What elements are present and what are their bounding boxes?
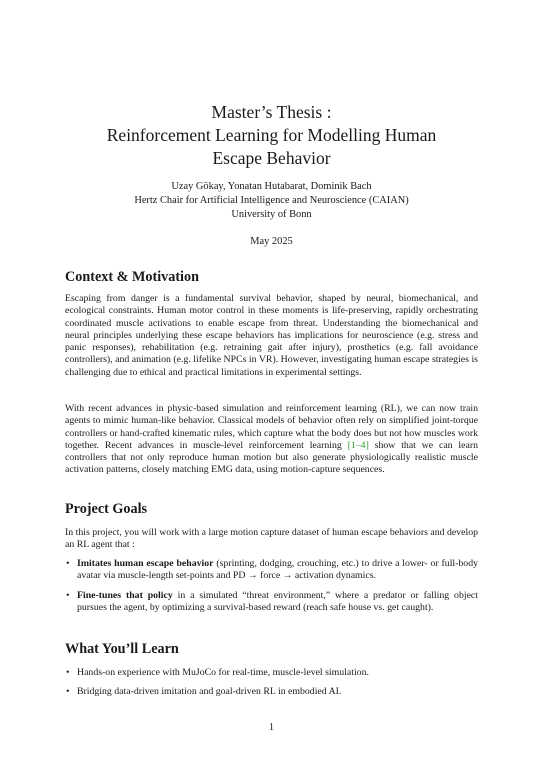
list-item (65, 667, 478, 679)
page-number: 1 (269, 722, 274, 733)
context-paragraph-1: Escaping from danger is a fundamental survival behavior, shaped by neural, biomechanical, and ecological constraints. Human motor control in these moments is life-preserving, rapidly orchestrating coordinated muscle activations to enable escape from threat. Understanding the biomechanical and neural principles underlying these escape behaviors has implications for neuroscience (e.g. stress and panic responses), rehabilitation (e.g. retraining gait after injury), prosthetics (e.g. fall avoidance controllers), and animation (e.g. lifelike NPCs in VR). However, investigating human escape strategies is challenging due to ethical and practical limitations in experimental settings. (65, 293, 478, 378)
author-block (60, 180, 483, 222)
section-heading-context: Context & Motivation (65, 269, 199, 285)
thesis-title (60, 101, 483, 170)
goal-2-text: in a simulated “threat environment,” where a predator or falling object pursues the agent, by optimizing a survival-based reward (reach safe house vs. get caught). (77, 589, 478, 613)
list-item (65, 686, 478, 698)
author-affiliation: Hertz Chair for Artificial Intelligence and Neuroscience (CAIAN) (134, 195, 409, 206)
document-date: May 2025 (250, 236, 293, 247)
learn-list (65, 667, 478, 706)
author-names: Uzay Gökay, Yonatan Hutabarat, Dominik Bach (171, 181, 372, 192)
learn-item-2: Bridging data-driven imitation and goal-driven RL in embodied AI. (77, 686, 342, 698)
section-heading-learn: What You’ll Learn (65, 641, 179, 657)
list-item (65, 590, 478, 615)
goal-1-text: (sprinting, dodging, crouching, etc.) to drive a lower- or full-body avatar via muscle-length set-points and PD → force → activation dynamics. (77, 558, 479, 582)
context-paragraph-2 (65, 403, 478, 477)
bullet-icon: • (66, 686, 70, 698)
author-university: University of Bonn (231, 209, 312, 220)
bullet-icon: • (66, 589, 70, 601)
title-line-3: Escape Behavior (212, 148, 331, 168)
title-line-2: Reinforcement Learning for Modelling Human (106, 125, 437, 145)
goal-2-bold: Fine-tunes that policy (77, 589, 173, 601)
list-item (65, 558, 478, 583)
context-paragraph-2-text-b: show that we can learn controllers that not only reproduce human motion but also generate physiologically realistic muscle activation patterns, closely matching EMG data, using motion-capture sequences. (65, 439, 478, 476)
goal-1-bold: Imitates human escape behavior (77, 558, 214, 569)
bullet-icon: • (66, 667, 70, 678)
goals-list (65, 558, 478, 621)
learn-item-1: Hands-on experience with MuJoCo for real-time, muscle-level simulation. (77, 667, 369, 678)
title-line-1: Master’s Thesis : (211, 102, 332, 122)
goals-intro: In this project, you will work with a large motion capture dataset of human escape behaviors and develop an RL agent that : (65, 527, 478, 551)
section-heading-goals: Project Goals (65, 501, 148, 517)
bullet-icon: • (66, 558, 70, 569)
context-paragraph-2-text-a: With recent advances in physic-based simulation and reinforcement learning (RL), we can now train agents to mimic human-like behavior. Classical models of behavior often rely on simplified joint-torque controllers or hand-crafted kinematic rules, which capture what the body does but not how muscles work together. Recent advances in muscle-level reinforcement learning (65, 403, 478, 451)
citation-link[interactable]: [1–4] (347, 439, 369, 451)
